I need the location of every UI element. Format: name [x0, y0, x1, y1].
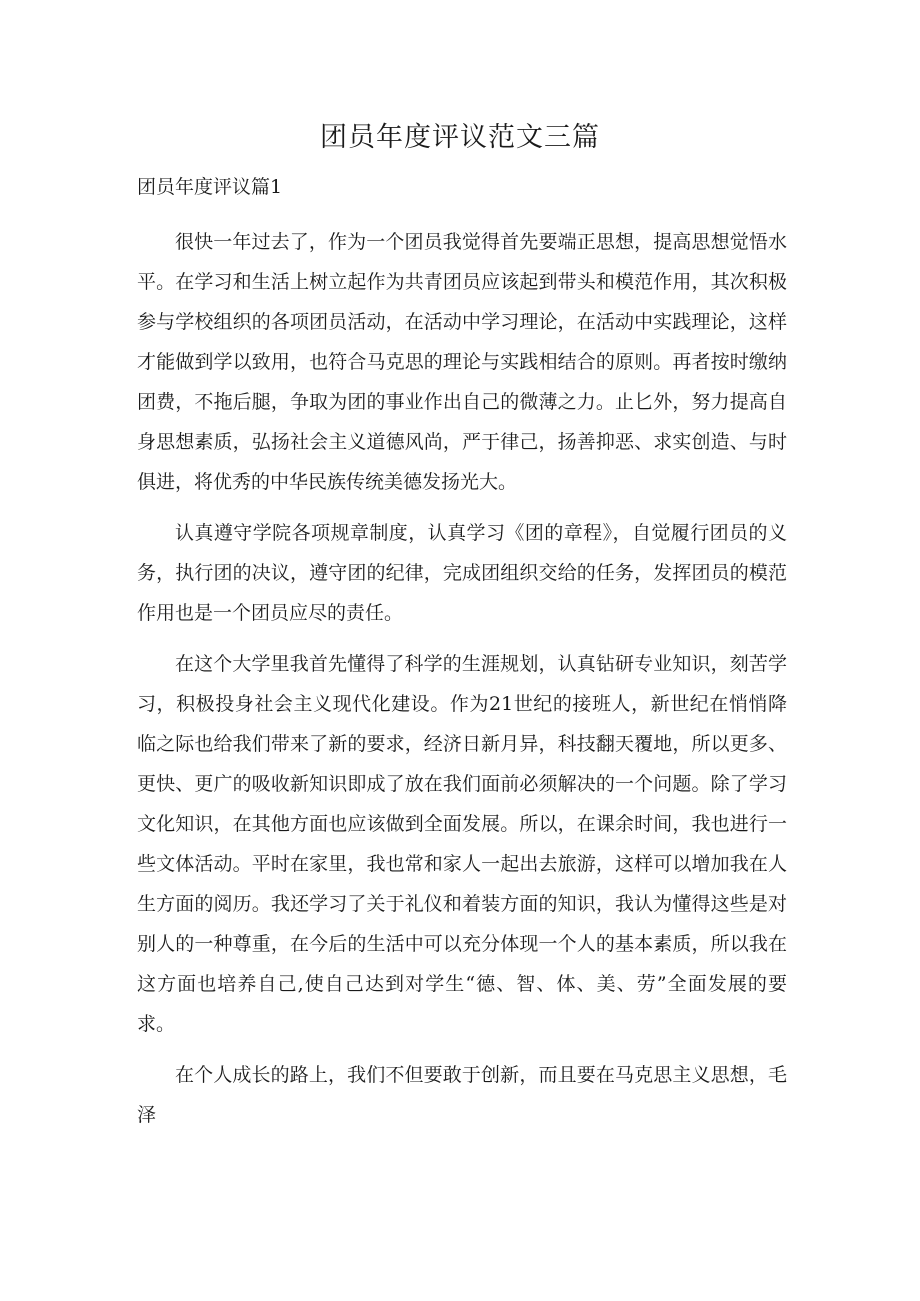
section-heading: 团员年度评议篇1: [137, 176, 283, 198]
document-body: [137, 222, 787, 1146]
paragraph-2: 认真遵守学院各项规章制度，认真学习《团的章程》，自觉履行团员的义务，执行团的决议，遵守团的纪律，完成团组织交给的任务，发挥团员的模范作用也是一个团员应尽的责任。: [137, 522, 787, 624]
paragraph-4: 在个人成长的路上，我们不但要敢于创新，而且要在马克思主义思想，毛泽: [137, 1064, 787, 1126]
paragraph-3: 在这个大学里我首先懂得了科学的生涯规划，认真钻研专业知识，刻苦学习，积极投身社会主义现代化建设。作为21世纪的接班人，新世纪在悄悄降临之际也给我们带来了新的要求，经济日新月异，科技翻天覆地，所以更多、更快、更广的吸收新知识即成了放在我们面前必须解决的一个问题。除了学习文化知识，在其他方面也应该做到全面发展。所以，在课余时间，我也进行一些文体活动。平时在家里，我也常和家人一起出去旅游，这样可以增加我在人生方面的阅历。我还学习了关于礼仪和着装方面的知识，我认为懂得这些是对别人的一种尊重，在今后的生活中可以充分体现一个人的基本素质，所以我在这方面也培养自己,使自己达到对学生“德、智、体、美、劳”全面发展的要求。: [137, 653, 787, 1035]
document-title: 团员年度评议范文三篇: [320, 122, 600, 153]
paragraph-1: 很快一年过去了，作为一个团员我觉得首先要端正思想，提高思想觉悟水平。在学习和生活上树立起作为共青团员应该起到带头和模范作用，其次积极参与学校组织的各项团员活动，在活动中学习理论，在活动中实践理论，这样才能做到学以致用，也符合马克思的理论与实践相结合的原则。再者按时缴纳团费，不拖后腿，争取为团的事业作出自己的微薄之力。止匕外，努力提高自身思想素质，弘扬社会主义道德风尚，严于律己，扬善抑恶、求实创造、与时俱进，将优秀的中华民族传统美德发扬光大。: [137, 231, 787, 493]
